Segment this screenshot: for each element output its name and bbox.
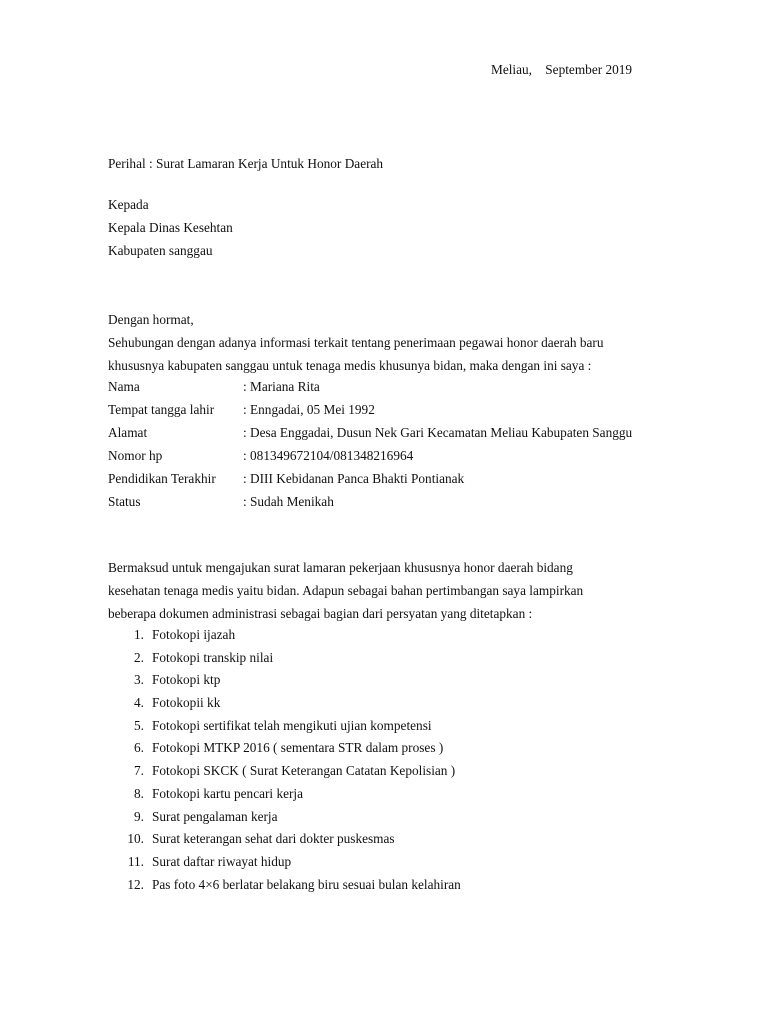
list-item-number: 3. bbox=[134, 672, 144, 688]
intro-line-1: Sehubungan dengan adanya informasi terkait tentang penerimaan pegawai honor daerah baru bbox=[108, 335, 604, 350]
list-item-number: 6. bbox=[134, 740, 144, 756]
list-item-number: 8. bbox=[134, 785, 144, 801]
list-item-number: 10. bbox=[127, 831, 144, 847]
list-item-text: Fotokopi SKCK ( Surat Keterangan Catatan Kepolisian ) bbox=[152, 763, 456, 779]
info-label: Tempat tangga lahir bbox=[108, 402, 215, 417]
info-row-address bbox=[108, 421, 632, 444]
recipient-block bbox=[108, 193, 233, 262]
info-row-birth bbox=[108, 398, 632, 421]
list-item-text: Fotokopi sertifikat telah mengikuti ujian kompetensi bbox=[152, 717, 432, 733]
purpose-line-1: Bermaksud untuk mengajukan surat lamaran pekerjaan khususnya honor daerah bidang bbox=[108, 560, 573, 575]
info-label: Pendidikan Terakhir bbox=[108, 471, 216, 486]
list-item bbox=[108, 851, 461, 874]
list-item bbox=[108, 783, 461, 806]
list-item-text: Surat keterangan sehat dari dokter puskesmas bbox=[152, 831, 395, 847]
list-item-text: Fotokopi transkip nilai bbox=[152, 649, 274, 665]
info-value: : 081349672104/081348216964 bbox=[243, 448, 414, 463]
list-item bbox=[108, 874, 461, 897]
list-item bbox=[108, 760, 461, 783]
list-item-text: Fotokopi ktp bbox=[152, 672, 221, 688]
info-row-phone bbox=[108, 444, 632, 467]
list-item-number: 7. bbox=[134, 763, 144, 779]
list-item-number: 11. bbox=[127, 853, 144, 869]
personal-info-table bbox=[108, 375, 632, 513]
purpose-block bbox=[108, 556, 583, 625]
list-item bbox=[108, 647, 461, 670]
list-item bbox=[108, 737, 461, 760]
info-value: : Sudah Menikah bbox=[243, 494, 334, 509]
info-row-education bbox=[108, 467, 632, 490]
list-item-number: 12. bbox=[127, 876, 144, 892]
info-value: : Desa Enggadai, Dusun Nek Gari Kecamatan Meliau Kabupaten Sanggu bbox=[243, 425, 633, 440]
list-item-text: Surat pengalaman kerja bbox=[152, 808, 278, 824]
info-value: : DIII Kebidanan Panca Bhakti Pontianak bbox=[243, 471, 465, 486]
list-item-number: 4. bbox=[134, 695, 144, 711]
list-item bbox=[108, 692, 461, 715]
list-item bbox=[108, 624, 461, 647]
date-line: Meliau, September 2019 bbox=[491, 62, 633, 77]
list-item-text: Fotokopi MTKP 2016 ( sementara STR dalam proses ) bbox=[152, 740, 444, 756]
list-item-text: Pas foto 4×6 berlatar belakang biru sesuai bulan kelahiran bbox=[152, 876, 461, 892]
subject-block bbox=[108, 152, 383, 175]
list-item-text: Fotokopi kartu pencari kerja bbox=[152, 785, 304, 801]
info-label: Status bbox=[108, 494, 141, 509]
info-row-name bbox=[108, 375, 632, 398]
info-label: Alamat bbox=[108, 425, 148, 440]
info-label: Nomor hp bbox=[108, 448, 163, 463]
purpose-line-2: kesehatan tenaga medis yaitu bidan. Adapun sebagai bahan pertimbangan saya lampirkan bbox=[108, 583, 584, 598]
intro-line-2: khususnya kabupaten sanggau untuk tenaga medis khusunya bidan, maka dengan ini saya : bbox=[108, 358, 592, 373]
list-item-text: Fotokopi ijazah bbox=[152, 627, 236, 642]
recipient-line-3: Kabupaten sanggau bbox=[108, 243, 213, 258]
list-item-number: 5. bbox=[134, 717, 144, 733]
info-value: : Enngadai, 05 Mei 1992 bbox=[243, 402, 375, 417]
intro-block bbox=[108, 308, 603, 377]
info-row-status bbox=[108, 490, 632, 513]
recipient-line-1: Kepada bbox=[108, 197, 149, 212]
attachments-list bbox=[108, 624, 461, 896]
info-value: : Mariana Rita bbox=[243, 379, 320, 394]
list-item bbox=[108, 828, 461, 851]
list-item-number: 9. bbox=[134, 808, 144, 824]
list-item-number: 2. bbox=[134, 649, 144, 665]
purpose-line-3: beberapa dokumen administrasi sebagai bagian dari persyatan yang ditetapkan : bbox=[108, 606, 533, 621]
greeting: Dengan hormat, bbox=[108, 312, 194, 327]
list-item bbox=[108, 669, 461, 692]
list-item-text: Fotokopii kk bbox=[152, 695, 221, 711]
info-label: Nama bbox=[108, 379, 140, 394]
list-item bbox=[108, 806, 461, 829]
list-item-number: 1. bbox=[134, 627, 144, 642]
recipient-line-2: Kepala Dinas Kesehtan bbox=[108, 220, 233, 235]
list-item-text: Surat daftar riwayat hidup bbox=[152, 853, 292, 869]
list-item bbox=[108, 715, 461, 738]
subject-line: Perihal : Surat Lamaran Kerja Untuk Honor Daerah bbox=[108, 156, 384, 171]
